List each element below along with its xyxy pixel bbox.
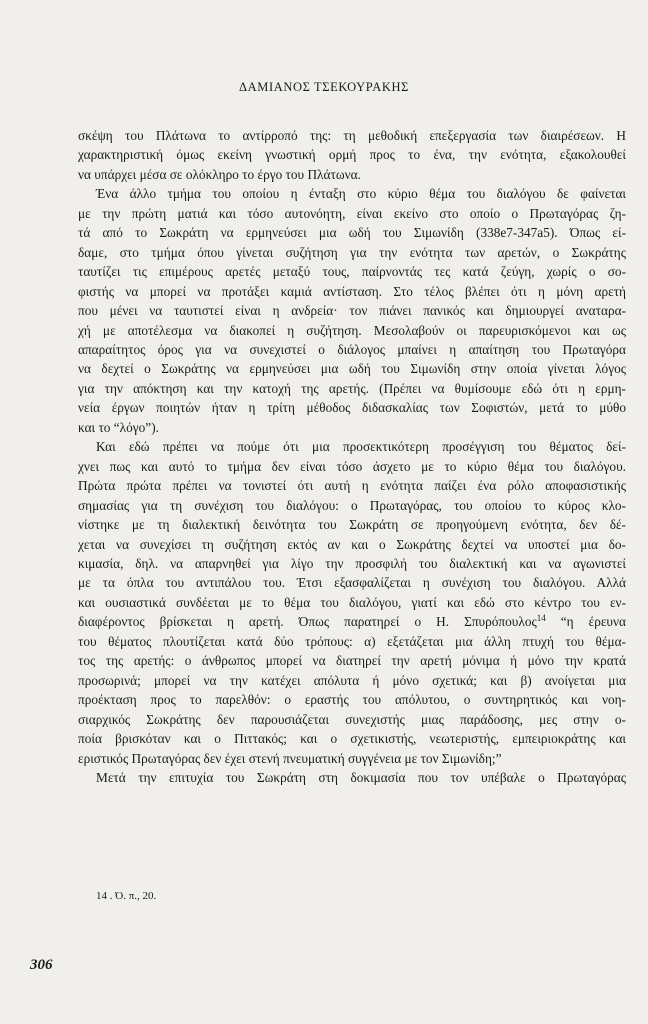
- paragraph: [78, 768, 626, 787]
- text-line: σιαρχικός Σωκράτης δεν παρουσιάζεται συνεχιστής μιας παράδοσης, μες στην ο-: [78, 711, 626, 727]
- text-line: Πρώτα πρώτα πρέπει να τονιστεί ότι αυτή η ενότητα παίζει ένα ρόλο αποφασιστικής: [78, 478, 626, 494]
- text-segment: “η έρευνα: [545, 614, 626, 630]
- text-line: να δεχτεί ο Σωκράτης να ερμηνεύσει μια ωδή του Σιμωνίδη στην οποία γίνεται λόγος: [78, 361, 626, 377]
- text-line: και ουσιαστικά συνδέεται με το θέμα του διαλόγου, γιατί και εδώ στο κέντρο του εν-: [78, 594, 626, 610]
- text-line: του θέματος πλουτίζεται κατά δύο τρόπους: α) εξετάζεται μια άλλη πτυχή του θέμα-: [78, 633, 626, 649]
- text-line: προέκταση προς το παρελθόν: ο εραστής του απόλυτου, ο συντηρητικός και νοη-: [78, 692, 626, 708]
- text-line: ταυτίζει τις επιμέρους αρετές μεταξύ τους, παίρνοντάς τες κατά ζεύγη, χωρίς ο σο-: [78, 264, 626, 280]
- page-number: 306: [30, 957, 53, 973]
- running-head: ΔΑΜΙΑΝΟΣ ΤΣΕΚΟΥΡΑΚΗΣ: [239, 80, 409, 94]
- text-line: απαραίτητος όρος για να συνεχιστεί ο διάλογος μπαίνει η απαίτηση του Πρωταγόρα: [78, 341, 626, 357]
- text-line: με τα όπλα του αντιπάλου του. Έτσι εξασφαλίζεται η συνέχιση του διαλόγου. Αλλά: [78, 575, 626, 591]
- text-line: σημασίας για τη συνέχιση του διαλόγου: ο Πρωταγόρας, του οποίου το κύρος κλο-: [78, 497, 626, 513]
- text-line: εριστικός Πρωταγόρας δεν έχει στενή πνευματική συγγένεια με τον Σιμωνίδη;”: [78, 750, 502, 766]
- text-line: Και εδώ πρέπει να πούμε ότι μια προσεκτικότερη προσέγγιση του θέματος δεί-: [96, 439, 626, 455]
- text-line: να υπάρχει μέσα σε ολόκληρο το έργο του Πλάτωνα.: [78, 166, 361, 182]
- text-line: δαμε, στο τμήμα όπου γίνεται συζήτηση για την ενότητα των αρετών, ο Σωκράτης: [78, 244, 626, 260]
- text-line: χή με αποτέλεσμα να διακοπεί η συζήτηση. Μεσολαβούν οι παρευρισκόμενοι και ως: [78, 322, 626, 338]
- footnote-reference[interactable]: 14: [536, 613, 546, 624]
- footnote: 14 . Ό. π., 20.: [96, 890, 157, 902]
- text-line: χεται να συνεχίσει τη συζήτηση εκτός αν και ο Σωκράτης δεχτεί να υποστεί μια δο-: [78, 536, 626, 552]
- paragraph: [78, 437, 626, 768]
- body-text: [78, 126, 626, 787]
- text-line: Ένα άλλο τμήμα του οποίου η ένταξη στο κύριο θέμα του διαλόγου δε φαίνεται: [96, 186, 626, 202]
- text-line: ποία βρισκόταν και ο Πιττακός; και ο σχετικιστής, νεωτεριστής, εμπειριοκράτης και: [78, 731, 626, 747]
- text-line: νίστηκε με τη διαλεκτική δεινότητα του Σωκράτη σε προηγούμενη ενότητα, δεν δέ-: [78, 517, 626, 533]
- text-segment: διαφέροντος βρίσκεται η αρετή. Όπως παρατηρεί ο Η. Σπυρόπουλος: [78, 614, 537, 630]
- text-line: φιστής να μπορεί να προτάξει καμιά αντίσταση. Στο τέλος βλέπει ότι η μόνη αρετή: [78, 283, 626, 299]
- paragraph: [78, 184, 626, 437]
- text-line: κιμασία, δηλ. να απαρνηθεί για λίγο την προσφιλή του διαλεκτική και να αγωνιστεί: [78, 555, 626, 571]
- text-line: χνει πως και αυτό το τμήμα δεν είναι τόσο άσχετο με το κύριο θέμα του διαλόγου.: [78, 458, 626, 474]
- paragraph: [78, 126, 626, 184]
- text-line: τά από το Σωκράτη να ερμηνεύσει μια ωδή του Σιμωνίδη (338e7-347a5). Όπως εί-: [78, 225, 626, 241]
- text-line: προσωρινά; μπορεί να την κατέχει απόλυτα ή μόνο σχετικά; και β) ανοίγεται μια: [78, 672, 626, 688]
- text-line: σκέψη του Πλάτωνα το αντίρροπό της: τη μεθοδική επεξεργασία των διαιρέσεων. Η: [78, 128, 626, 143]
- text-line: για την απόκτηση και την κατοχή της αρετής. (Πρέπει να θυμίσουμε εδώ ότι η ερμη-: [78, 380, 626, 396]
- text-line: Μετά την επιτυχία του Σωκράτη στη δοκιμασία που τον υπέβαλε ο Πρωταγόρας: [96, 769, 626, 785]
- text-line: τος της αρετής: ο άνθρωπος μπορεί να διατηρεί την αρετή μόνιμα ή μόνο την κρατά: [78, 653, 626, 669]
- text-line: με την πρώτη ματιά και τόσο αυτονόητη, είναι εκείνο στο οποίο ο Πρωταγόρας ζη-: [78, 205, 626, 221]
- text-line-with-footnote: [78, 612, 626, 631]
- text-line: και το “λόγο”).: [78, 419, 159, 435]
- text-line: νεία έργων ποιητών ήταν η τρίτη μέθοδος διδασκαλίας των Σοφιστών, μετά το μύθο: [78, 400, 626, 416]
- text-line: που μένει να ταυτιστεί είναι η ανδρεία· τον πιάνει πανικός και δημιουργεί αναταρα-: [78, 303, 626, 319]
- text-line: χαρακτηριστική όμως εκείνη γνωστική ορμή προς το ένα, την ενότητα, εξακολουθεί: [78, 147, 626, 163]
